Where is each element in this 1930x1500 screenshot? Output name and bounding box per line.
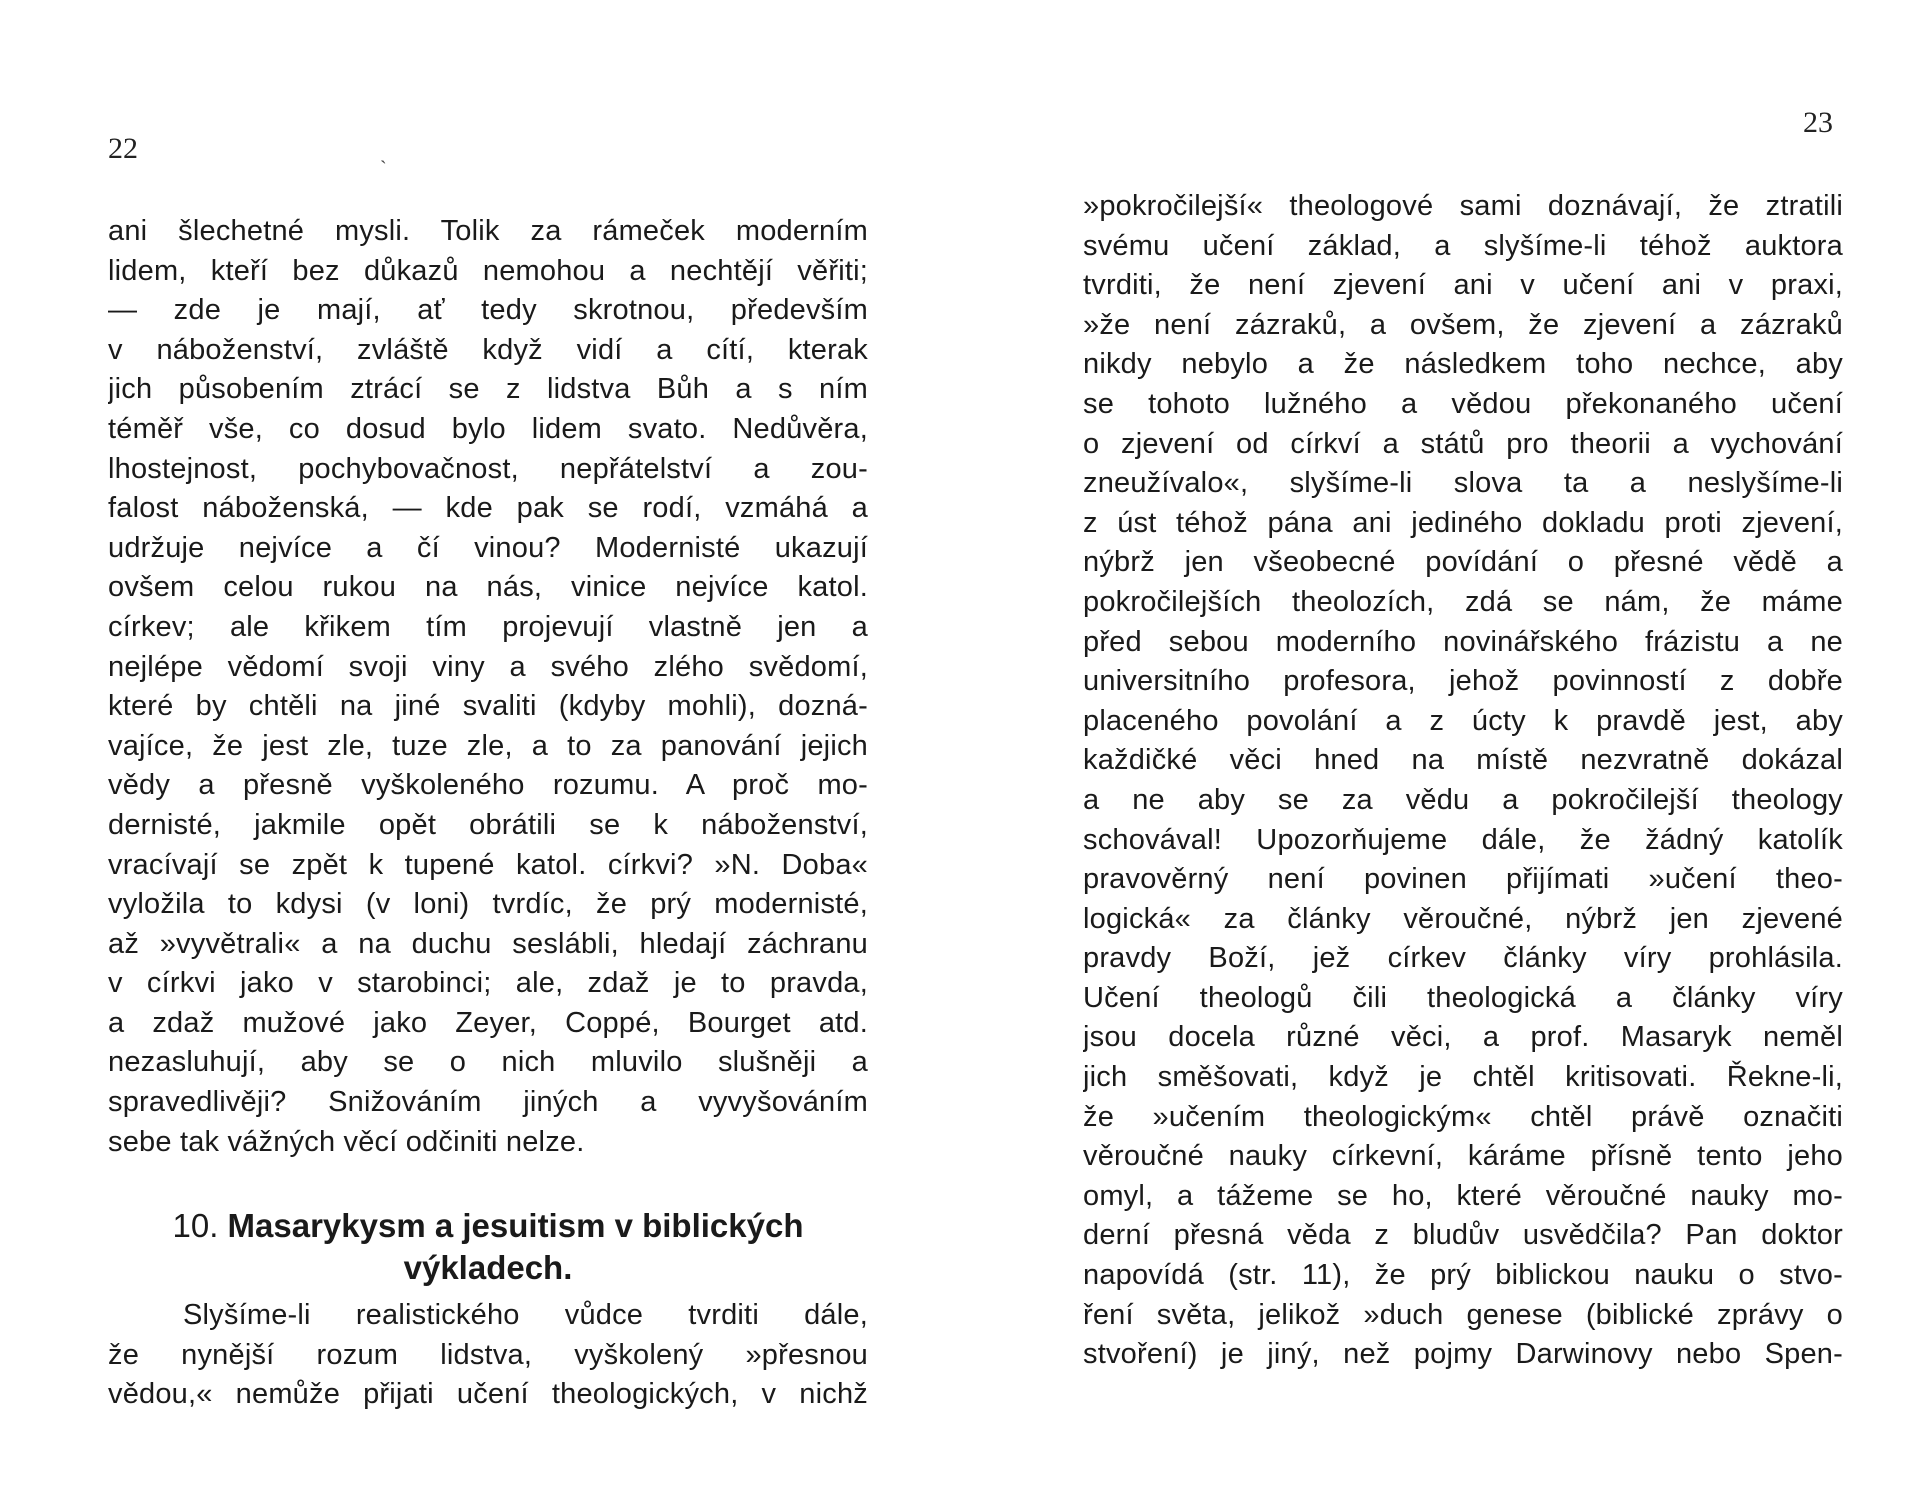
heading-number: 10. <box>172 1207 219 1244</box>
text-line: spravedlivěji? Snižováním jiných a vyvyšováním <box>108 1086 868 1119</box>
text-line: se tohoto lužného a vědou překonaného učení <box>1083 387 1843 420</box>
text-line: církev; ale křikem tím projevují vlastně jen a <box>108 610 868 643</box>
text-line: svému učení základ, a slyšíme-li téhož auktora <box>1083 229 1843 262</box>
text-line: »že není zázraků, a ovšem, že zjevení a zázraků <box>1083 308 1843 341</box>
text-line: vracívají se zpět k tupené katol. církvi? »N. Doba« <box>108 848 868 881</box>
text-line: vědou,« nemůže přijati učení theologických, v nichž <box>108 1378 868 1411</box>
text-line: schovával! Upozorňujeme dále, že žádný katolík <box>1083 823 1843 856</box>
text-line: napovídá (str. 11), že prý biblickou nauku o stvo- <box>1083 1259 1843 1292</box>
heading-title-line-2: výkladech. <box>403 1249 573 1286</box>
text-line: téměř vše, co dosud bylo lidem svato. Nedůvěra, <box>108 412 868 445</box>
text-line: nikdy nebylo a že následkem toho nechce, aby <box>1083 348 1843 381</box>
text-line: jich působením ztrácí se z lidstva Bůh a s ním <box>108 373 868 406</box>
text-line: nýbrž jen všeobecné povídání o přesné vědě a <box>1083 546 1843 579</box>
text-line: stvoření) je jiný, než pojmy Darwinovy nebo Spen- <box>1083 1338 1843 1371</box>
text-line: vyložila to kdysi (v loni) tvrdíc, že prý modernisté, <box>108 888 868 921</box>
text-line: sebe tak vážných věcí odčiniti nelze. <box>108 1125 585 1158</box>
text-line: a zdaž mužové jako Zeyer, Coppé, Bourget atd. <box>108 1006 868 1039</box>
text-line: vědy a přesně vyškoleného rozumu. A proč mo- <box>108 769 868 802</box>
text-line: věroučné nauky církevní, káráme přísně tento jeho <box>1083 1140 1843 1173</box>
text-line: pokročilejších theolozích, zdá se nám, že máme <box>1083 585 1843 618</box>
left-body-text-continued <box>108 1296 868 1415</box>
text-line: universitního profesora, jehož povinností z dobře <box>1083 665 1843 698</box>
text-line: vajíce, že jest zle, tuze zle, a to za panování jejich <box>108 729 868 762</box>
text-line: jich směšovati, když je chtěl kritisovati. Řekne-li, <box>1083 1061 1843 1094</box>
text-line: jsou docela různé věci, a prof. Masaryk neměl <box>1083 1021 1843 1054</box>
text-line: o zjevení od církví a států pro theorii a vychování <box>1083 427 1843 460</box>
text-line: Učení theologů čili theologická a články víry <box>1083 981 1843 1014</box>
text-line: nejlépe vědomí svoji viny a svého zlého svědomí, <box>108 650 868 683</box>
text-line: lidem, kteří bez důkazů nemohou a nechtějí věřiti; <box>108 254 868 287</box>
text-line: až »vyvětrali« a na duchu seslábli, hledají záchranu <box>108 927 868 960</box>
section-heading <box>108 1205 868 1289</box>
right-body-text <box>1083 187 1843 1375</box>
text-line: ovšem celou rukou na nás, vinice nejvíce katol. <box>108 571 868 604</box>
text-line: že nynější rozum lidstva, vyškolený »přesnou <box>108 1338 868 1371</box>
text-line: že »učením theologickým« chtěl právě označiti <box>1083 1100 1843 1133</box>
text-line: ření světa, jelikož »duch genese (biblické zprávy o <box>1083 1298 1843 1331</box>
text-line: derní přesná věda z bludův usvědčila? Pan doktor <box>1083 1219 1843 1252</box>
text-line: zneužívalo«, slyšíme-li slova ta a neslyšíme-li <box>1083 467 1843 500</box>
text-line: v náboženství, zvláště když vidí a cítí, kterak <box>108 333 868 366</box>
right-page-number: 23 <box>1803 106 1833 139</box>
text-line: které by chtěli na jiné svaliti (kdyby mohli), dozná- <box>108 690 868 723</box>
stray-mark: ˎ <box>380 142 387 164</box>
left-body-text <box>108 212 868 1162</box>
text-line: lhostejnost, pochybovačnost, nepřátelství a zou- <box>108 452 868 485</box>
text-line: před sebou moderního novinářského frázistu a ne <box>1083 625 1843 658</box>
text-line: každičké věci hned na místě nezvratně dokázal <box>1083 744 1843 777</box>
text-line: pravdy Boží, jež církev články víry prohlásila. <box>1083 942 1843 975</box>
text-line: dernisté, jakmile opět obrátili se k náboženství, <box>108 808 868 841</box>
text-line: placeného povolání a z úcty k pravdě jest, aby <box>1083 704 1843 737</box>
text-line: nezasluhují, aby se o nich mluvilo slušněji a <box>108 1046 868 1079</box>
text-line: udržuje nejvíce a čí vinou? Modernisté ukazují <box>108 531 868 564</box>
text-line: logická« za články věroučné, nýbrž jen zjevené <box>1083 902 1843 935</box>
text-line: a ne aby se za vědu a pokročilejší theology <box>1083 783 1843 816</box>
text-line: omyl, a tážeme se ho, které věroučné nauky mo- <box>1083 1179 1843 1212</box>
text-line: ani šlechetné mysli. Tolik za rámeček moderním <box>108 215 868 247</box>
text-line: — zde je mají, ať tedy skrotnou, především <box>108 294 868 327</box>
left-page-number: 22 <box>108 132 138 165</box>
text-line: pravověrný není povinen přijímati »učení theo- <box>1083 863 1843 896</box>
text-line: v církvi jako v starobinci; ale, zdaž je to pravda, <box>108 967 868 1000</box>
text-line: »pokročilejší« theologové sami doznávají, že ztratili <box>1083 190 1843 222</box>
text-line: z úst téhož pána ani jediného dokladu proti zjevení, <box>1083 506 1843 539</box>
heading-title-line-1: Masarykysm a jesuitism v biblických <box>227 1207 804 1244</box>
text-line: Slyšíme-li realistického vůdce tvrditi dále, <box>183 1299 868 1331</box>
text-line: falost náboženská, — kde pak se rodí, vzmáhá a <box>108 492 868 525</box>
text-line: tvrditi, že není zjevení ani v učení ani v praxi, <box>1083 269 1843 302</box>
